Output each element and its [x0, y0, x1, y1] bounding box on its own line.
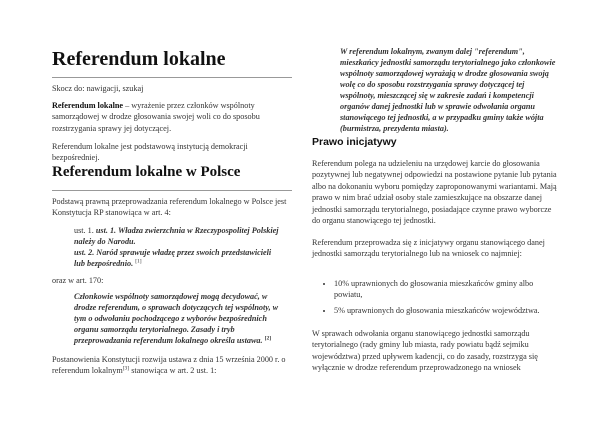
art170-intro: oraz w art. 170:: [52, 276, 104, 285]
intro-rest: – wyrażenie przez członków wspólnoty samorządowej w drodze głosowania swojej woli co do sposobu rozstrzygania sprawy jej dotyczącej.: [52, 101, 260, 133]
art4-ust2: [74, 247, 282, 269]
statute-text-end: stanowiąca w art. 2 ust. 1:: [129, 366, 217, 376]
statute-paragraph: [52, 354, 292, 377]
section-underline: [52, 190, 292, 191]
intro-term: Referendum lokalne: [52, 101, 124, 110]
page-title: Referendum lokalne: [52, 48, 226, 70]
initiative-threshold-list: [312, 278, 560, 320]
section-heading-poland: Referendum lokalne w Polsce: [52, 164, 241, 180]
intro-paragraph-2: Referendum lokalne jest podstawową instytucją demokracji bezpośredniej.: [52, 142, 248, 163]
footnote-ref-3[interactable]: [3]: [122, 365, 130, 372]
footnote-ref-2[interactable]: [2]: [264, 335, 272, 342]
constitution-art170-quote: [74, 291, 284, 346]
title-underline: [52, 77, 292, 78]
constitution-art4-quote: [74, 225, 282, 269]
art170-text: Członkowie wspólnoty samorządowej mogą decydować, w drodze referendum, o sprawach dotyczących tej wspólnoty, w tym o odwołaniu pochodzącego z wyborów bezpośrednich organu samorządu terytorialnego. Zasady i tryb przeprowadzania referendum lokalnego określa ustawa.: [74, 292, 279, 345]
initiative-paragraph-2: Referendum przeprowadza się z inicjatywy organu stanowiącego danej jednostki samorządu terytorialnego lub na wniosek co najmniej:: [312, 238, 545, 259]
legal-basis-paragraph: Podstawą prawną przeprowadzania referendum lokalnego w Polsce jest Konstytucja RP stanowiąca w art. 4:: [52, 197, 287, 218]
art4-ust2-text: ust. 2. Naród sprawuje władzę przez swoich przedstawicieli lub bezpośrednio.: [74, 248, 272, 268]
initiative-paragraph-1: Referendum polega na udzieleniu na urzędowej karcie do głosowania pozytywnej lub negatywnej odpowiedzi na postawione pytanie lub pytania albo na dokonaniu wyboru pomiędzy zaproponowanymi wariantami. Mają prawo w nim brać udział osoby stale zamieszkujące na obszarze danej jednostki samorządu terytorialnego, posiadające czynne prawo wyborcze do organu stanowiącego tej jednostki.: [312, 159, 557, 226]
statute-text: Postanowienia Konstytucji rozwija ustawa z dnia 15 września 2000 r. o referendum lokalnym: [52, 355, 286, 376]
art4-ust1: ust. 1. ust. 1. Władza zwierzchnia w Rzeczypospolitej Polskiej należy do Narodu.: [74, 226, 279, 246]
footnote-ref-1[interactable]: [1]: [135, 258, 142, 265]
skip-navigation-text: Skocz do: nawigacji, szukaj: [52, 84, 144, 93]
section-heading-initiative: Prawo inicjatywy: [312, 136, 397, 148]
art4-ust1-text: ust. 1. Władza zwierzchnia w Rzeczypospolitej Polskiej należy do Narodu.: [74, 226, 279, 246]
list-item: • 5% uprawnionych do głosowania mieszkańców województwa.: [334, 305, 560, 316]
dismissal-paragraph: W sprawach odwołania organu stanowiącego jednostki samorządu terytorialnego (rady gminy lub miasta, rady powiatu bądź sejmiku województwa) przed upływem kadencji, co do zasady, rozstrzyga się wyłącznie w drodze referendum przeprowadzonego na wniosek: [312, 329, 538, 373]
intro-paragraph: [52, 100, 292, 134]
list-item: • 10% uprawnionych do głosowania mieszkańców gminy albo powiatu,: [334, 278, 560, 301]
statute-art2-quote: W referendum lokalnym, zwanym dalej "referendum", mieszkańcy jednostki samorządu terytorialnego jako członkowie wspólnoty samorządowej wyrażają w drodze głosowania swoją wolę co do sposobu rozstrzygania sprawy dotyczącej tej wspólnoty, mieszczącej się w zakresie zadań i kompetencji organów danej jednostki lub w sprawie odwołania organu stanowiącego tej jednostki, a w przypadku gminy także wójta (burmistrza, prezydenta miasta).: [340, 47, 556, 133]
